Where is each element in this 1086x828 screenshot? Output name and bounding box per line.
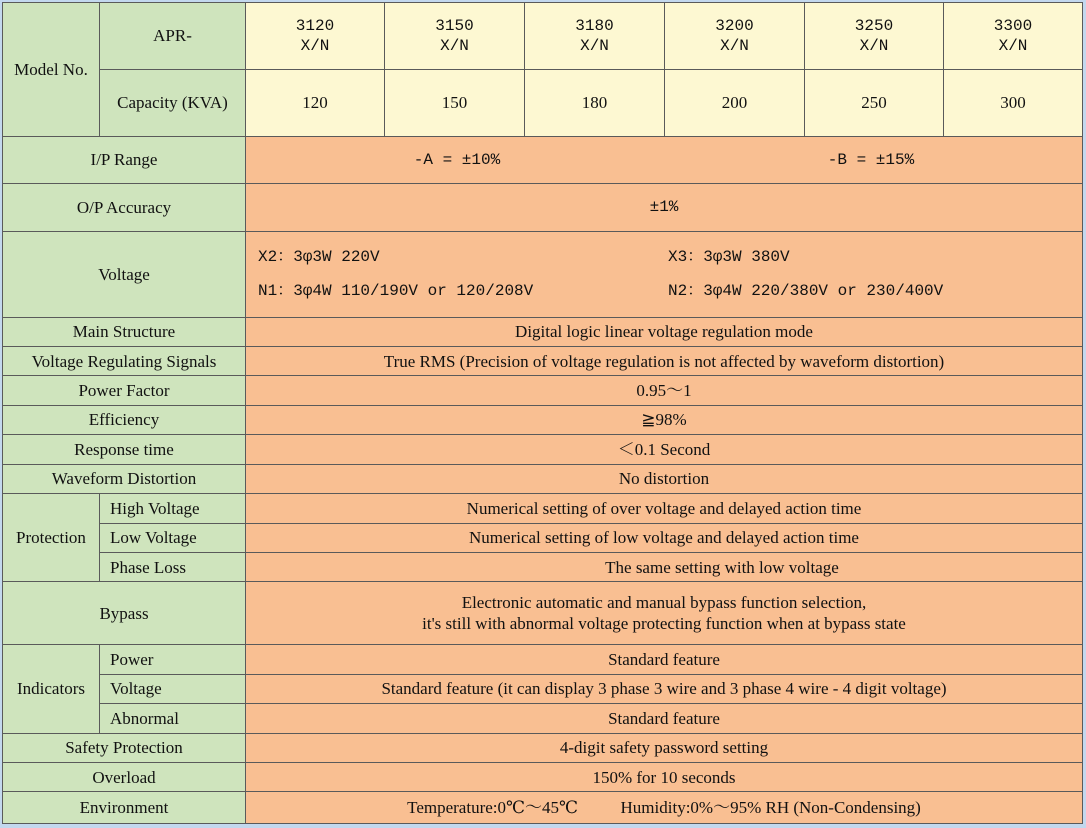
op-accuracy-row [3,183,1083,232]
efficiency-row [3,405,1083,434]
ip-range-a: -A = ±10% [413,150,501,169]
voltage-value [246,232,1083,317]
bypass-value [246,582,1083,645]
indicators-voltage-row [3,674,1083,703]
indicators-power-label: Power [100,645,246,674]
ip-range-label: I/P Range [3,136,246,183]
environment-label: Environment [3,792,246,824]
overload-row [3,762,1083,791]
indicators-voltage-label: Voltage [100,674,246,703]
main-structure-label: Main Structure [3,317,246,346]
capacity-cell: 200 [665,69,805,136]
protection-low-row [3,523,1083,552]
bypass-line-2: it's still with abnormal voltage protecting function when at bypass state [422,614,906,634]
protection-phase-label: Phase Loss [100,552,246,581]
power-factor-value: 0.95～1 [246,376,1083,405]
bypass-row [3,582,1083,645]
protection-high-value: Numerical setting of over voltage and delayed action time [246,494,1083,523]
safety-label: Safety Protection [3,733,246,762]
main-structure-row [3,317,1083,346]
overload-label: Overload [3,762,246,791]
voltage-x2: X2：3φ3W 220V [258,248,380,267]
power-factor-label: Power Factor [3,376,246,405]
capacity-cell: 150 [385,69,525,136]
model-cell: 3250 X/N [805,3,944,70]
model-row [3,3,1083,70]
waveform-label: Waveform Distortion [3,464,246,493]
capacity-row [3,69,1083,136]
efficiency-value: ≧98% [246,405,1083,434]
regulating-signals-row [3,346,1083,375]
protection-phase-row [3,552,1083,581]
response-time-value: ＜0.1 Second [246,435,1083,464]
indicators-label: Indicators [3,645,100,733]
indicators-abnormal-row [3,704,1083,733]
safety-row [3,733,1083,762]
indicators-abnormal-label: Abnormal [100,704,246,733]
capacity-cell: 120 [246,69,385,136]
waveform-value: No distortion [246,464,1083,493]
protection-phase-value: The same setting with low voltage [246,552,1083,581]
model-cell: 3150 X/N [385,3,525,70]
waveform-row [3,464,1083,493]
bypass-line-1: Electronic automatic and manual bypass function selection, [461,593,867,613]
ip-range-value [246,136,1083,183]
indicators-power-row [3,645,1083,674]
power-factor-row [3,376,1083,405]
indicators-voltage-value: Standard feature (it can display 3 phase 3 wire and 3 phase 4 wire - 4 digit voltage) [246,674,1083,703]
capacity-cell: 300 [944,69,1083,136]
model-cell: 3300 X/N [944,3,1083,70]
indicators-abnormal-value: Standard feature [246,704,1083,733]
voltage-label: Voltage [3,232,246,317]
environment-row [3,792,1083,824]
op-accuracy-label: O/P Accuracy [3,183,246,232]
ip-range-b: -B = ±15% [827,150,915,169]
capacity-cell: 180 [525,69,665,136]
regulating-signals-label: Voltage Regulating Signals [3,346,246,375]
op-accuracy-value: ±1% [246,183,1083,232]
specification-table [2,2,1083,824]
protection-low-label: Low Voltage [100,523,246,552]
overload-value: 150% for 10 seconds [246,762,1083,791]
protection-high-label: High Voltage [100,494,246,523]
environment-temperature: Temperature:0℃～45℃ [407,798,579,818]
capacity-label: Capacity (KVA) [100,69,246,136]
voltage-n1: N1：3φ4W 110/190V or 120/208V [258,282,534,301]
safety-value: 4-digit safety password setting [246,733,1083,762]
protection-label: Protection [3,494,100,582]
model-no-label: Model No. [3,3,100,137]
ip-range-row [3,136,1083,183]
efficiency-label: Efficiency [3,405,246,434]
model-cell: 3200 X/N [665,3,805,70]
response-time-label: Response time [3,435,246,464]
regulating-signals-value: True RMS (Precision of voltage regulation is not affected by waveform distortion) [246,346,1083,375]
indicators-power-value: Standard feature [246,645,1083,674]
protection-high-row [3,494,1083,523]
environment-value [246,792,1083,824]
bypass-label: Bypass [3,582,246,645]
voltage-n2: N2：3φ4W 220/380V or 230/400V [668,282,944,301]
voltage-row [3,232,1083,317]
protection-low-value: Numerical setting of low voltage and delayed action time [246,523,1083,552]
voltage-x3: X3：3φ3W 380V [668,248,790,267]
capacity-cell: 250 [805,69,944,136]
response-time-row [3,435,1083,464]
model-prefix-label: APR- [100,3,246,70]
environment-humidity: Humidity:0%～95% RH (Non-Condensing) [620,798,921,818]
main-structure-value: Digital logic linear voltage regulation mode [246,317,1083,346]
model-cell: 3120 X/N [246,3,385,70]
model-cell: 3180 X/N [525,3,665,70]
